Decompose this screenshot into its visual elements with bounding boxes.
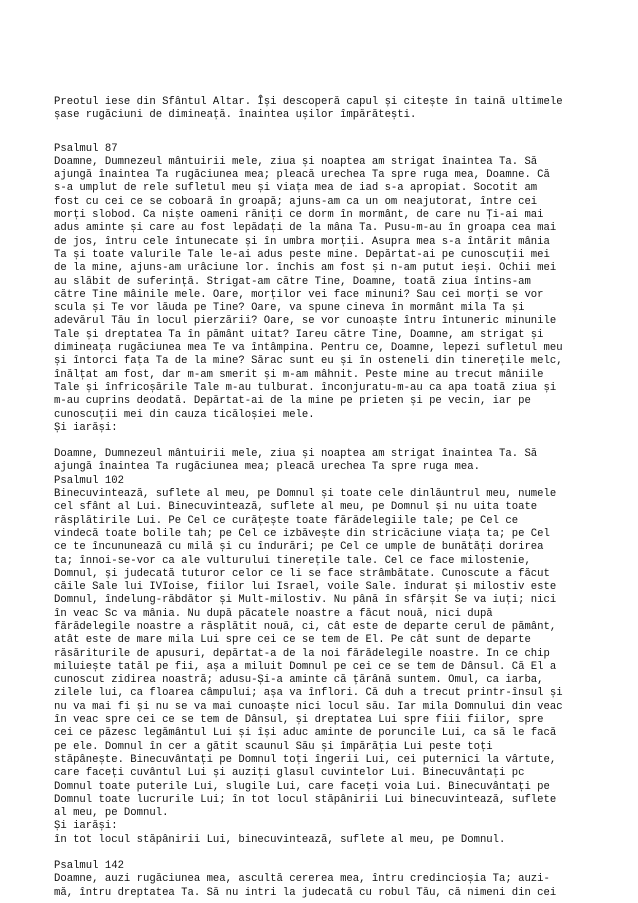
text-line: cunoscut zidirea noastră; adusu-Și-a aminte că țărână suntem. Omul, ca iarba, <box>54 674 544 687</box>
text-line: în veac spre cei ce se tem de Dânsul, și dreptatea Lui spre fiii fiilor, spre <box>54 714 544 727</box>
text-line: Domnul toate lucrurile Lui; în tot locul stăpânirii Lui binecuvintează, suflete <box>54 793 557 806</box>
text-line: Preotul iese din Sfântul Altar. Își descoperă capul și citește în taină ultimele <box>54 96 563 108</box>
psalm-102-repeat-text <box>54 834 610 847</box>
text-line: căile Sale lui IVIoise, fiilor lui Israel, voile Sale. îndurat și milostiv este <box>54 581 557 594</box>
text-line: ta; înnoi-se-vor ca ale vulturului tinerețile tale. Cel ce face milostenie, <box>54 554 531 567</box>
text-line: miluiește tatăl pe fii, așa a miluit Domnul pe cei ce se tem de Dânsul. Că El a <box>54 660 557 673</box>
text-line: adevărul Tău în locul pierzării? Oare, se vor cunoaște întru întuneric minunile <box>54 315 557 328</box>
psalm-87-repeat-text <box>54 448 610 475</box>
psalm-142-title: Psalmul 142 <box>54 860 124 873</box>
text-line: și întorci fața Ta de la mine? Sărac sunt eu și în osteneli din tinerețile melc, <box>54 355 563 368</box>
text-line: cei ce păzesc legământul Lui și își aduc aminte de poruncile Lui, ca să le facă <box>54 727 557 740</box>
text-line: ajungă înaintea Ta rugăciunea mea; pleacă urechea Ta spre ruga mea, Doamne. Că <box>54 169 550 182</box>
text-line: în tot locul stăpânirii Lui, binecuvintează, suflete al meu, pe Domnul. <box>54 833 506 846</box>
text-line: care faceți cuvântul Lui și auziți glasul cuvintelor Lui. Binecuvântați pc <box>54 767 525 780</box>
psalm-87-title: Psalmul 87 <box>54 142 118 155</box>
text-line: șase rugăciuni de dimineață. înaintea ușilor împărătești. <box>54 109 417 122</box>
text-line: de la mine, ajuns-am urâciune lor. închis am fost și n-am putut ieși. Ochii mei <box>54 262 557 275</box>
text-line: au slăbit de suferință. Strigat-am către Tine, Doamne, toată ziua întins-am <box>54 275 531 288</box>
text-line: al meu, pe Domnul. <box>54 807 169 820</box>
text-line: Tale și înfricoșările Tale m-au tulburat. înconjuratu-m-au ca apa toată ziua și <box>54 381 557 394</box>
text-line: pe ele. Domnul în cer a gătit scaunul Său și împărăția Lui peste toți <box>54 740 493 753</box>
text-line: cunoscuții mei din cauza ticăloșiei mele. <box>54 408 315 421</box>
text-line: Domnul toate puterile Lui, slugile Lui, care faceți voia Lui. Binecuvântați pe <box>54 780 550 793</box>
text-line: răsplătirile Lui. Pe Cel ce curățește toate fărădelegiile tale; pe Cel ce <box>54 514 519 527</box>
psalm-102-text <box>54 488 610 820</box>
text-line: Domnul, și judecată tuturor celor ce li se face strâmbătate. Cunoscute a făcut <box>54 567 550 580</box>
text-line: fărădelegile noastre a răsplătit nouă, ci, cât este de departe cerul de pământ, <box>54 620 557 633</box>
psalm-87-text <box>54 156 610 422</box>
text-line: s-a umplut de rele sufletul meu și viața mea de iad s-a apropiat. Socotit am <box>54 182 538 195</box>
text-line: scula și Te vor lăuda pe Tine? Oare, va spune cineva în mormânt mila Ta și <box>54 302 525 315</box>
text-line: Doamne, auzi rugăciunea mea, ascultă cererea mea, întru credincioșia Ta; auzi- <box>54 873 550 886</box>
text-line: fost cu cei ce se coboară în groapă; ajuns-am ca un om neajutorat, între cei <box>54 195 538 208</box>
text-line: ajungă înaintea Ta rugăciunea mea; pleacă urechea Ta spre ruga mea. <box>54 461 480 474</box>
text-line: Ta și toate valurile Tale le-ai adus peste mine. Depărtat-ai pe cunoscuții mei <box>54 248 550 261</box>
text-line: cel sfânt al Lui. Binecuvintează, suflete al meu, pe Domnul și nu uita toate <box>54 501 538 514</box>
text-line: mă, întru dreptatea Ta. Să nu intri la judecată cu robul Tău, că nimeni din cei <box>54 886 557 899</box>
text-line: atât este de mare mila Lui spre cei ce se tem de El. Pe cât sunt de departe <box>54 634 531 647</box>
text-line: dimineața rugăciunea mea Te va întâmpina. Pentru ce, Doamne, lepezi sufletul meu <box>54 342 563 355</box>
psalm-102-again-label: Și iarăși: <box>54 820 118 833</box>
text-line: morți slobod. Ca niște oameni răniți ce dorm în mormânt, de care nu Ți-ai mai <box>54 209 544 222</box>
intro-text <box>54 96 610 123</box>
document-page <box>54 96 610 900</box>
text-line: stăpânește. Binecuvântați pe Domnul toți îngerii Lui, cei puternici la vârtute, <box>54 753 557 766</box>
psalm-102-title: Psalmul 102 <box>54 474 124 487</box>
text-line: Tale și dreptatea Ta în pământ uitat? Iareu către Tine, Doamne, am strigat și <box>54 328 544 341</box>
text-line: zilele lui, ca floarea câmpului; așa va înflori. Că duh a trecut printr-însul și <box>54 687 563 700</box>
text-line: Binecuvintează, suflete al meu, pe Domnul și toate cele dinlăuntrul meu, numele <box>54 488 557 501</box>
text-line: Domnul, îndelung-răbdător și Mult-milostiv. Nu până în sfârșit Se va iuți; nici <box>54 594 557 607</box>
psalm-87-again-label: Și iarăși: <box>54 421 118 434</box>
text-line: Doamne, Dumnezeul mântuirii mele, ziua și noaptea am strigat înaintea Ta. Să <box>54 448 538 461</box>
text-line: răsăriturile de apusuri, depărtat-a de la noi fărădelegile noastre. In ce chip <box>54 647 550 660</box>
text-line: către Tine mâinile mele. Oare, morților vei face minuni? Sau cei morți se vor <box>54 288 544 301</box>
text-line: ce te încununează cu milă și cu îndurări; pe Cel ce umple de bunătăți dorirea <box>54 541 544 554</box>
text-line: Doamne, Dumnezeul mântuirii mele, ziua și noaptea am strigat înaintea Ta. Să <box>54 155 538 168</box>
text-line: în veac Sc va mânia. Nu după păcatele noastre a făcut nouă, nici după <box>54 607 493 620</box>
text-line: nu va mai fi și nu se va mai cunoaște nici locul său. Iar mila Domnului din veac <box>54 700 563 713</box>
text-line: de jos, întru cele întunecate și în umbra morții. Asupra mea s-a întărit mânia <box>54 235 550 248</box>
text-line: înălțat am fost, dar m-am smerit și m-am mâhnit. Peste mine au trecut mâniile <box>54 368 544 381</box>
text-line: adus aminte și care au fost lepădați de la mâna Ta. Pusu-m-au în groapa cea mai <box>54 222 557 235</box>
text-line: m-au cuprins deodată. Depărtat-ai de la mine pe prieten și pe vecin, iar pe <box>54 395 531 408</box>
psalm-142-text <box>54 873 610 900</box>
text-line: vindecă toate bolile tah; pe Cel ce izbăvește din stricăciune viața ta; pe Cel <box>54 527 550 540</box>
